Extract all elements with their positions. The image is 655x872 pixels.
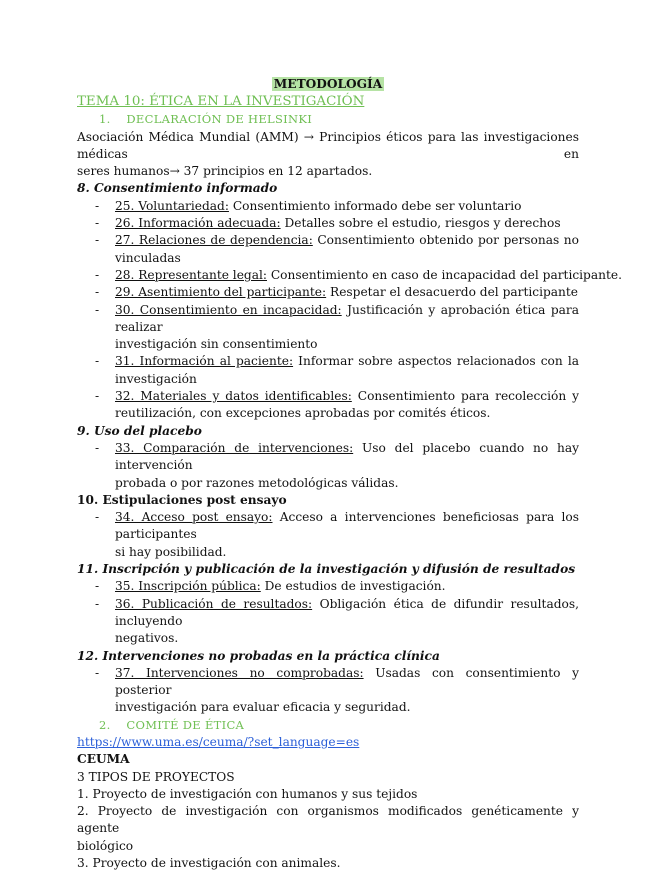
section-title: DECLARACIÓN DE HELSINKI [126,112,313,127]
bullet-dash: - [95,596,100,611]
list-item-line [115,302,579,337]
principle-term: 25. Voluntariedad: [115,198,229,213]
ceuma-label: CEUMA [77,752,130,767]
list-item-line [115,578,579,595]
bullet-dash: - [95,198,100,213]
list-item-continuation: reutilización, con excepciones aprobadas por comités éticos. [115,406,491,421]
principle-description: Obligación ética de difundir resultados, incluyendo [115,596,579,628]
principle-term: 34. Acceso post ensayo: [115,510,273,525]
list-item [77,578,579,595]
page-title: METODOLOGÍA [273,77,383,91]
list-item [77,665,579,717]
principle-description: Consentimiento informado debe ser voluntario [228,198,522,213]
list-item-line [115,440,579,475]
proyecto-2-line-1: 2. Proyecto de investigación con organismos modificados genéticamente y agente [77,804,579,836]
list-item-line [115,267,622,284]
list-item [77,284,579,301]
list-item-line [115,353,579,370]
link-row [77,734,579,751]
bullet-dash: - [95,440,100,455]
principle-description: Consentimiento obtenido por personas no [312,233,579,248]
list-item-continuation: vinculadas [115,250,181,265]
document-page [77,76,622,872]
bullet-dash: - [95,302,100,317]
principle-description: Acceso a intervenciones beneficiosas para los participantes [115,510,580,542]
group-heading: 11. Inscripción y publicación de la investigación y difusión de resultados [77,562,576,577]
bullet-dash: - [95,389,100,404]
principle-term: 32. Materiales y datos identificables: [115,389,352,404]
principle-term: 35. Inscripción pública: [115,579,261,594]
list-item-line [115,232,579,249]
principle-description: Informar sobre aspectos relacionados con la [293,354,580,369]
group-heading: 10. Estipulaciones post ensayo [77,492,287,507]
list-item [77,596,579,648]
principle-term: 36. Publicación de resultados: [115,596,313,611]
principle-description: Consentimiento para recolección y [351,389,579,404]
list-item-continuation: si hay posibilidad. [115,544,227,559]
tema-heading: TEMA 10: ÉTICA EN LA INVESTIGACIÓN [77,94,365,110]
principle-term: 27. Relaciones de dependencia: [115,233,313,248]
list-item-line [115,509,579,544]
list-item-line [115,388,579,405]
proyecto-2-line-2: biológico [77,838,134,853]
principle-term: 37. Intervenciones no comprobadas: [115,665,364,680]
principle-term: 26. Información adecuada: [115,216,281,231]
list-item-line [115,596,579,631]
list-item-line [115,198,579,215]
list-item-line [115,665,579,700]
list-item [77,198,579,215]
group-heading: 12. Intervenciones no probadas en la práctica clínica [77,648,440,663]
principle-term: 28. Representante legal: [115,267,267,282]
list-item [77,440,579,492]
bullet-dash: - [95,233,100,248]
list-item-continuation: negativos. [115,631,179,646]
principle-description: De estudios de investigación. [260,579,446,594]
list-item-line [115,215,579,232]
proyecto-1: 1. Proyecto de investigación con humanos y sus tejidos [77,786,418,801]
list-item [77,388,579,423]
bullet-dash: - [95,285,100,300]
list-item-continuation: investigación para evaluar eficacia y seguridad. [115,700,411,715]
section-heading-helsinki [77,111,579,128]
list-item-continuation: probada o por razones metodológicas válidas. [115,475,399,490]
list-item-continuation: investigación [115,371,197,386]
principle-description: Justificación y aprobación ética para realizar [115,302,579,334]
title-row [77,76,579,93]
intro-line-2: seres humanos→ 37 principios en 12 apartados. [77,164,373,179]
principles-list [77,180,622,716]
list-item [77,353,579,388]
bullet-dash: - [95,665,100,680]
list-item [77,232,579,267]
principle-term: 31. Información al paciente: [115,354,294,369]
bullet-dash: - [95,510,100,525]
list-item-line [115,284,579,301]
tipos-heading: 3 TIPOS DE PROYECTOS [77,769,235,784]
section-number: 2. [99,717,111,732]
principle-description: Consentimiento en caso de incapacidad del participante. [266,267,622,282]
intro-line-1: Asociación Médica Mundial (AMM) → Principios éticos para las investigaciones médicas en [77,129,579,161]
section-number: 1. [99,112,111,127]
list-item [77,215,579,232]
bullet-dash: - [95,267,100,282]
group-heading: 8. Consentimiento informado [77,181,278,196]
list-item [77,302,579,354]
principle-description: Usadas con consentimiento y posterior [115,665,579,698]
list-item [77,267,622,284]
bullet-dash: - [95,354,100,369]
bullet-dash: - [95,216,100,231]
proyecto-3: 3. Proyecto de investigación con animales. [77,856,341,871]
principle-term: 29. Asentimiento del participante: [115,285,327,300]
ceuma-link[interactable]: https://www.uma.es/ceuma/?set_language=es [77,734,360,749]
list-item [77,509,579,561]
section-title: COMITÉ DE ÉTICA [126,717,245,732]
principle-description: Detalles sobre el estudio, riesgos y derechos [280,216,561,231]
principle-description: Uso del placebo cuando no hay intervención [115,440,579,473]
principle-term: 33. Comparación de intervenciones: [115,440,354,455]
principle-term: 30. Consentimiento en incapacidad: [115,302,342,317]
section-heading-comite [77,717,579,734]
bullet-dash: - [95,579,100,594]
group-heading: 9. Uso del placebo [77,423,202,438]
principle-description: Respetar el desacuerdo del participante [326,285,579,300]
list-item-continuation: investigación sin consentimiento [115,337,318,352]
